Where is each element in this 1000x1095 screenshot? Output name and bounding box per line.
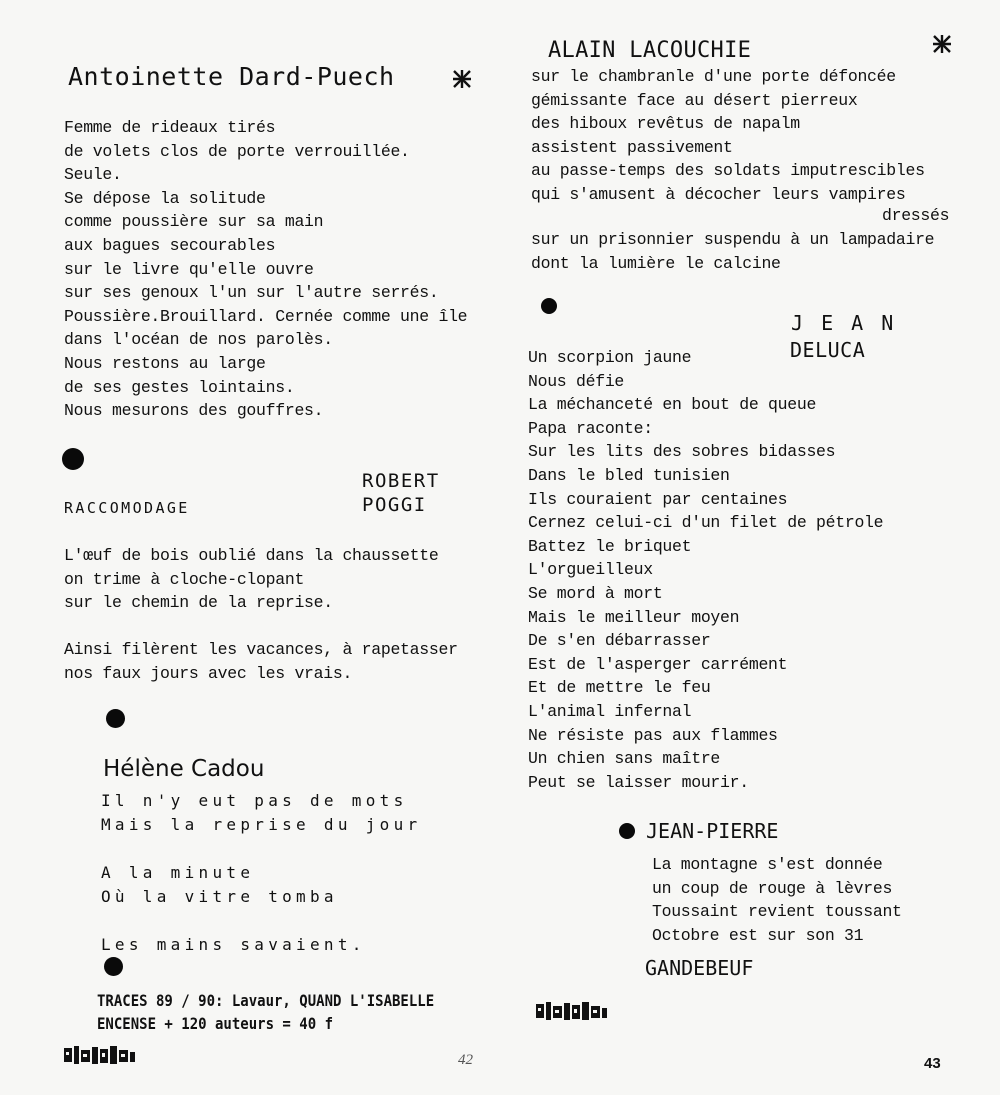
poem-line: Ils couraient par centaines [528,489,788,509]
poem-line: Un scorpion jaune [528,348,692,367]
poem-line: Nous défie [528,371,625,391]
poem-line [101,837,421,861]
poem-line: Où la vitre tomba [101,887,338,906]
poem-line: Se dépose la solitude [64,188,266,208]
poem-line: L'orgueilleux [528,560,653,580]
floral-ornament-icon [451,68,473,90]
poem-cadou [101,789,421,957]
poem-deluca [528,346,883,794]
poem-lacouchie [531,65,925,207]
poem-line: Sur les lits des sobres bidasses [528,442,836,462]
poem-line: comme poussière sur sa main [64,212,324,232]
poem-line: nos faux jours avec les vrais. [64,663,353,683]
poem-line: qui s'amusent à décocher leurs vampires [531,184,906,204]
poem-line: aux bagues secourables [64,235,276,255]
poem-line: La montagne s'est donnée [652,855,883,874]
poem-line: Poussière.Brouillard. Cernée comme une île [64,306,468,326]
author-dard-puech: Antoinette Dard-Puech [68,62,395,91]
author-poggi-last: POGGI [362,494,427,516]
poem-line: de volets clos de porte verrouillée. [64,141,410,161]
poem-line: au passe-temps des soldats imputrescibles [531,161,925,181]
section-bullet [541,298,557,314]
poem-line: Femme de rideaux tirés [64,118,276,137]
section-bullet [62,448,84,470]
author-poggi-first: ROBERT [362,470,440,492]
poem-line: gémissante face au désert pierreux [531,90,858,110]
page-number-right: 43 [924,1055,941,1072]
poem-line: Mais la reprise du jour [101,815,422,834]
poem-line: A la minute [101,863,255,882]
poem-line: Battez le briquet [528,536,692,556]
poem-line: Toussaint revient toussant [652,902,902,922]
poem-line: Les mains savaient. [101,935,366,954]
ad-line-2: ENCENSE + 120 auteurs = 40 f [97,1015,334,1034]
poem-line: sur un prisonnier suspendu à un lampadaire [531,230,935,249]
poem-line [101,909,421,933]
author-gandebeuf-last: GANDEBEUF [645,956,754,980]
poem-line: Nous restons au large [64,353,266,373]
poem-line: Est de l'asperger carrément [528,654,788,674]
section-bullet [106,709,125,728]
poem-line: L'animal infernal [528,701,692,721]
poem-line: sur le livre qu'elle ouvre [64,259,314,279]
traces-logo-icon [536,1000,608,1022]
poem-line: assistent passivement [531,137,733,157]
poem-line: Un chien sans maître [528,749,721,769]
author-deluca-first: J E A N [791,311,897,335]
poem-line: de ses gestes lointains. [64,377,295,397]
section-bullet [104,957,123,976]
poem-gandebeuf [652,853,902,947]
poem-line: sur le chambranle d'une porte défoncée [531,67,896,86]
poem-dard-puech [64,116,467,423]
poem-line: Seule. [64,165,122,185]
poem-lacouchie-overflow: dressés [882,206,950,225]
poem-line: Dans le bled tunisien [528,465,730,485]
poem-line: Se mord à mort [528,583,663,603]
poem-line: Ne résiste pas aux flammes [528,725,778,745]
poem-line: Peut se laisser mourir. [528,772,749,792]
poem-title-raccomodage: RACCOMODAGE [64,499,190,517]
poem-line: Ainsi filèrent les vacances, à rapetasser [64,640,458,660]
poem-line: on trime à cloche-clopant [64,569,305,589]
poem-line: sur ses genoux l'un sur l'autre serrés. [64,283,439,303]
poem-line: Papa raconte: [528,418,653,438]
author-gandebeuf-first: JEAN-PIERRE [646,819,779,843]
poem-line: Nous mesurons des gouffres. [64,401,324,421]
poem-line: La méchanceté en bout de queue [528,395,817,415]
poem-line: un coup de rouge à lèvres [652,878,893,898]
floral-ornament-icon [931,33,953,55]
author-cadou: Hélène Cadou [103,756,265,782]
author-deluca-last: DELUCA [790,338,866,362]
poem-line: Mais le meilleur moyen [528,607,740,627]
poem-line: sur le chemin de la reprise. [64,593,333,613]
poem-line: Il n'y eut pas de mots [101,791,408,810]
poem-lacouchie-end [531,228,934,275]
page-number-left: 42 [458,1052,473,1068]
poem-raccomodage [64,544,458,686]
poem-line: De s'en débarrasser [528,631,711,651]
section-bullet [619,823,635,839]
poem-line: dans l'océan de nos parolès. [64,330,333,350]
poem-line [64,615,458,639]
author-lacouchie: ALAIN LACOUCHIE [548,38,752,63]
poem-line: L'œuf de bois oublié dans la chaussette [64,546,439,565]
poem-line: Et de mettre le feu [528,678,711,698]
poem-line: des hiboux revêtus de napalm [531,114,800,134]
poem-line: Cernez celui-ci d'un filet de pétrole [528,513,884,533]
traces-logo-icon [64,1044,136,1066]
poem-line: Octobre est sur son 31 [652,925,864,945]
poem-line: dont la lumière le calcine [531,253,781,273]
ad-line-1: TRACES 89 / 90: Lavaur, QUAND L'ISABELLE [97,992,435,1011]
